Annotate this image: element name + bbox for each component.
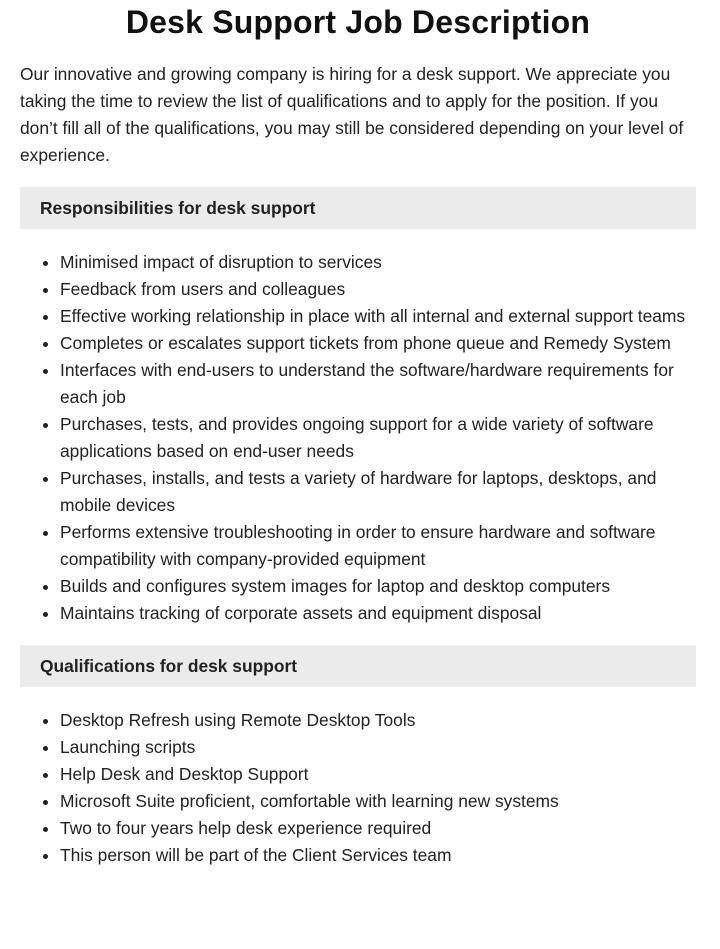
list-item: • Microsoft Suite proficient, comfortable with learning new systems (60, 788, 696, 815)
list-item: • Feedback from users and colleagues (60, 276, 696, 303)
responsibilities-list (20, 249, 696, 627)
list-item: • Two to four years help desk experience required (60, 815, 696, 842)
list-item: • Purchases, installs, and tests a variety of hardware for laptops, desktops, and mobile devices (60, 465, 696, 519)
list-item: • Completes or escalates support tickets from phone queue and Remedy System (60, 330, 696, 357)
list-item: • Maintains tracking of corporate assets and equipment disposal (60, 600, 696, 627)
list-item: • This person will be part of the Client Services team (60, 842, 696, 869)
list-item: • Builds and configures system images for laptop and desktop computers (60, 573, 696, 600)
intro-paragraph: Our innovative and growing company is hiring for a desk support. We appreciate you taking the time to review the list of qualifications and to apply for the position. If you don’t fill all of the qualifications, you may still be considered depending on your level of experience. (20, 64, 684, 165)
qualifications-list (20, 707, 696, 869)
responsibilities-heading: Responsibilities for desk support (20, 187, 696, 229)
list-item: • Purchases, tests, and provides ongoing support for a wide variety of software applications based on end-user needs (60, 411, 696, 465)
list-item: • Interfaces with end-users to understand the software/hardware requirements for each job (60, 357, 696, 411)
list-item: • Minimised impact of disruption to services (60, 249, 696, 276)
list-item: • Launching scripts (60, 734, 696, 761)
page-title: Desk Support Job Description (125, 4, 591, 40)
list-item: • Desktop Refresh using Remote Desktop Tools (60, 707, 696, 734)
list-item: • Effective working relationship in place with all internal and external support teams (60, 303, 696, 330)
job-description-page (20, 0, 696, 869)
list-item: • Help Desk and Desktop Support (60, 761, 696, 788)
qualifications-heading: Qualifications for desk support (20, 645, 696, 687)
list-item: • Performs extensive troubleshooting in order to ensure hardware and software compatibility with company-provided equipment (60, 519, 696, 573)
